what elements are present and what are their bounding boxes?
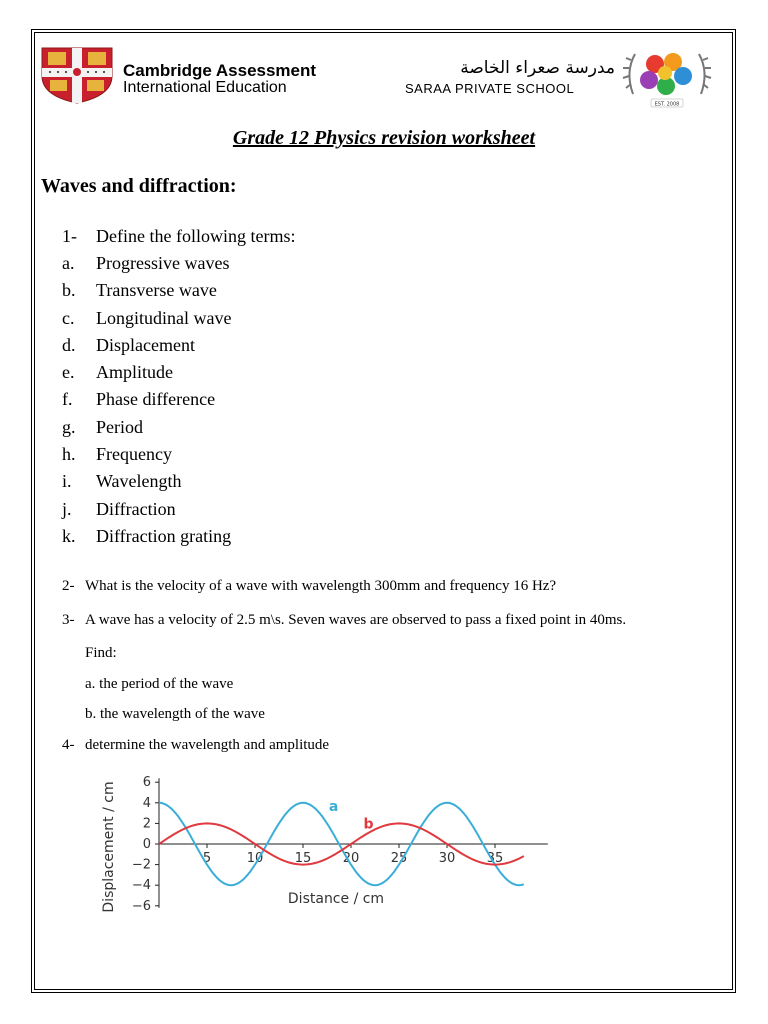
question-1: [62, 226, 295, 247]
saraa-school-logo: [621, 42, 713, 110]
item-text: Phase difference: [96, 389, 216, 410]
question-text: determine the wavelength and amplitude: [85, 737, 330, 753]
item-letter: g.: [62, 416, 76, 437]
y-tick-label: 2: [142, 816, 151, 832]
y-axis-label: Displacement / cm: [101, 781, 117, 913]
series-label-b: b: [363, 816, 374, 833]
x-tick-label: 10: [246, 851, 264, 866]
item-letter: b.: [62, 280, 76, 301]
chart-series: [159, 799, 524, 885]
terms-list: [62, 253, 231, 553]
question-number: 3-: [62, 612, 75, 628]
x-tick-label: 5: [202, 851, 212, 866]
list-item: [62, 280, 231, 307]
wave-chart: [95, 772, 555, 922]
list-item: [62, 444, 231, 471]
item-text: Wavelength: [96, 471, 182, 492]
item-letter: i.: [62, 471, 72, 492]
question-3-part-b: b. the wavelength of the wave: [85, 706, 265, 722]
x-tick-labels: [203, 844, 503, 866]
item-letter: h.: [62, 444, 76, 465]
school-name-arabic: مدرسة صعراء الخاصة: [460, 58, 615, 78]
cambridge-shield-logo: [40, 46, 114, 104]
list-item: [62, 471, 231, 498]
list-item: [62, 526, 231, 553]
y-tick-labels: [132, 775, 159, 914]
list-item: [62, 308, 231, 335]
x-tick-label: 20: [342, 851, 360, 866]
question-number: 4-: [62, 737, 75, 753]
item-text: Diffraction: [96, 498, 176, 519]
y-tick-label: −6: [131, 898, 151, 914]
item-letter: c.: [62, 307, 75, 328]
item-letter: e.: [62, 362, 75, 383]
worksheet-title: Grade 12 Physics revision worksheet: [232, 127, 536, 149]
question-number: 1-: [62, 226, 77, 246]
item-letter: d.: [62, 334, 76, 355]
item-text: Longitudinal wave: [96, 307, 232, 328]
school-name-english: SARAA PRIVATE SCHOOL: [405, 81, 575, 96]
list-item: [62, 253, 231, 280]
y-tick-label: 4: [142, 795, 151, 811]
x-tick-label: 35: [486, 851, 504, 866]
series-label-a: a: [328, 799, 339, 816]
x-tick-label: 15: [294, 851, 312, 866]
cambridge-name-line1: Cambridge Assessment: [123, 61, 317, 80]
question-3-part-a: a. the period of the wave: [85, 676, 234, 692]
list-item: [62, 499, 231, 526]
question-2: [62, 578, 556, 595]
x-tick-label: 30: [438, 851, 456, 866]
question-4: [62, 737, 329, 754]
cambridge-name-line2: International Education: [123, 79, 287, 96]
item-text: Diffraction grating: [96, 525, 232, 546]
school-est-label: EST. 2008: [654, 101, 680, 108]
question-text: A wave has a velocity of 2.5 m\s. Seven waves are observed to pass a fixed point in 40ms.: [85, 612, 627, 628]
question-3-find: Find:: [85, 645, 117, 661]
item-text: Frequency: [96, 444, 172, 465]
question-3: [62, 612, 626, 629]
list-item: [62, 389, 231, 416]
item-text: Transverse wave: [96, 280, 217, 301]
list-item: [62, 417, 231, 444]
item-letter: j.: [62, 498, 72, 519]
x-axis-label: Distance / cm: [287, 891, 385, 907]
y-tick-label: −2: [131, 857, 151, 873]
item-letter: f.: [62, 389, 73, 410]
item-text: Progressive waves: [96, 253, 230, 273]
item-text: Amplitude: [96, 362, 173, 383]
question-number: 2-: [62, 578, 75, 594]
question-text: What is the velocity of a wave with wavelength 300mm and frequency 16 Hz?: [85, 578, 557, 594]
y-tick-label: 6: [142, 775, 151, 791]
item-letter: a.: [62, 253, 75, 273]
x-tick-label: 25: [390, 851, 408, 866]
item-text: Displacement: [96, 334, 195, 355]
question-text: Define the following terms:: [96, 226, 296, 246]
list-item: [62, 335, 231, 362]
list-item: [62, 362, 231, 389]
section-heading: Waves and diffraction:: [41, 175, 237, 197]
item-text: Period: [96, 416, 143, 437]
y-tick-label: −4: [131, 878, 151, 894]
item-letter: k.: [62, 525, 76, 546]
y-tick-label: 0: [142, 837, 151, 852]
